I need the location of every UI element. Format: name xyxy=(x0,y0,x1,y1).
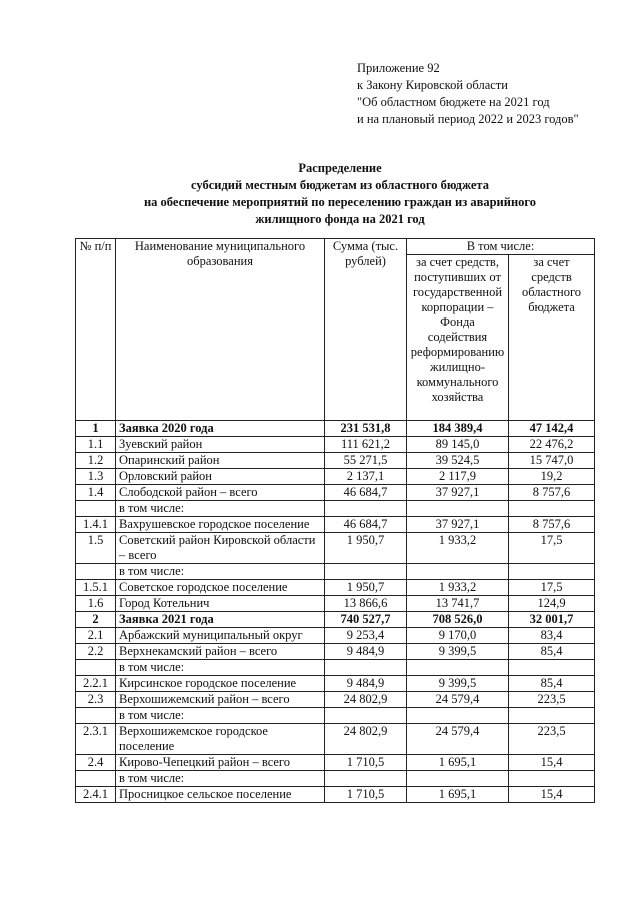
header-num: № п/п xyxy=(76,239,116,421)
table-row xyxy=(76,517,595,533)
title-line: жилищного фонда на 2021 год xyxy=(255,212,425,226)
table-row xyxy=(76,771,595,787)
cell-fund: 24 579,4 xyxy=(407,692,509,708)
cell-name: Просницкое сельское поселение xyxy=(116,787,325,803)
table-row xyxy=(76,596,595,612)
cell-num xyxy=(76,771,116,787)
cell-name: Слободской район – всего xyxy=(116,485,325,501)
cell-regional xyxy=(509,660,595,676)
cell-fund: 9 399,5 xyxy=(407,676,509,692)
cell-name: Зуевский район xyxy=(116,437,325,453)
appendix-line: к Закону Кировской области xyxy=(357,78,508,92)
cell-regional: 17,5 xyxy=(509,533,595,564)
cell-fund: 37 927,1 xyxy=(407,517,509,533)
cell-num xyxy=(76,708,116,724)
cell-fund: 37 927,1 xyxy=(407,485,509,501)
cell-num xyxy=(76,501,116,517)
cell-name: в том числе: xyxy=(116,708,325,724)
cell-name: в том числе: xyxy=(116,564,325,580)
cell-fund: 13 741,7 xyxy=(407,596,509,612)
cell-name: Верхнекамский район – всего xyxy=(116,644,325,660)
cell-sum: 231 531,8 xyxy=(325,421,407,437)
cell-fund: 708 526,0 xyxy=(407,612,509,628)
cell-fund: 2 117,9 xyxy=(407,469,509,485)
title-line: субсидий местным бюджетам из областного бюджета xyxy=(191,178,489,192)
cell-fund: 184 389,4 xyxy=(407,421,509,437)
cell-sum: 24 802,9 xyxy=(325,724,407,755)
table-row xyxy=(76,469,595,485)
header-name: Наименование муниципального образования xyxy=(116,239,325,421)
cell-name: в том числе: xyxy=(116,771,325,787)
title-line: на обеспечение мероприятий по переселению граждан из аварийного xyxy=(143,195,537,209)
cell-name: Верхошижемский район – всего xyxy=(116,692,325,708)
cell-sum: 24 802,9 xyxy=(325,692,407,708)
table-row xyxy=(76,708,595,724)
cell-name: Советский район Кировской области – всего xyxy=(116,533,325,564)
cell-num: 2.3 xyxy=(76,692,116,708)
cell-num: 2.2 xyxy=(76,644,116,660)
cell-sum: 55 271,5 xyxy=(325,453,407,469)
cell-fund xyxy=(407,708,509,724)
cell-name: Кирово-Чепецкий район – всего xyxy=(116,755,325,771)
cell-regional: 17,5 xyxy=(509,580,595,596)
cell-num: 1.5 xyxy=(76,533,116,564)
cell-name: Орловский район xyxy=(116,469,325,485)
cell-fund xyxy=(407,501,509,517)
table-row xyxy=(76,453,595,469)
cell-regional: 32 001,7 xyxy=(509,612,595,628)
cell-num: 1 xyxy=(76,421,116,437)
cell-num: 1.1 xyxy=(76,437,116,453)
cell-fund xyxy=(407,564,509,580)
table-row xyxy=(76,676,595,692)
cell-sum: 111 621,2 xyxy=(325,437,407,453)
table-row xyxy=(76,533,595,564)
cell-sum: 2 137,1 xyxy=(325,469,407,485)
cell-name: Арбажский муниципальный округ xyxy=(116,628,325,644)
cell-regional xyxy=(509,771,595,787)
table-row xyxy=(76,724,595,755)
table-row xyxy=(76,612,595,628)
cell-fund: 1 695,1 xyxy=(407,755,509,771)
cell-sum: 9 484,9 xyxy=(325,644,407,660)
cell-num: 1.3 xyxy=(76,469,116,485)
cell-regional: 85,4 xyxy=(509,676,595,692)
cell-sum: 46 684,7 xyxy=(325,485,407,501)
cell-sum: 1 950,7 xyxy=(325,580,407,596)
cell-fund: 9 170,0 xyxy=(407,628,509,644)
cell-num: 1.5.1 xyxy=(76,580,116,596)
header-fund: за счет средств, поступивших от государственной корпорации – Фонда содействия реформированию жилищно-коммунального хозяйства xyxy=(407,255,509,421)
cell-num: 1.2 xyxy=(76,453,116,469)
cell-sum: 9 253,4 xyxy=(325,628,407,644)
cell-regional xyxy=(509,708,595,724)
cell-name: в том числе: xyxy=(116,660,325,676)
cell-fund: 1 933,2 xyxy=(407,533,509,564)
cell-regional xyxy=(509,564,595,580)
cell-sum: 1 710,5 xyxy=(325,755,407,771)
cell-fund: 24 579,4 xyxy=(407,724,509,755)
cell-num xyxy=(76,564,116,580)
cell-regional: 15,4 xyxy=(509,787,595,803)
cell-num: 2 xyxy=(76,612,116,628)
cell-num: 2.3.1 xyxy=(76,724,116,755)
cell-num: 2.4 xyxy=(76,755,116,771)
cell-sum: 740 527,7 xyxy=(325,612,407,628)
cell-sum: 1 710,5 xyxy=(325,787,407,803)
cell-regional: 8 757,6 xyxy=(509,485,595,501)
cell-regional xyxy=(509,501,595,517)
cell-regional: 22 476,2 xyxy=(509,437,595,453)
cell-fund xyxy=(407,660,509,676)
cell-sum: 1 950,7 xyxy=(325,533,407,564)
table-row xyxy=(76,692,595,708)
cell-num xyxy=(76,660,116,676)
table-row xyxy=(76,501,595,517)
cell-fund: 39 524,5 xyxy=(407,453,509,469)
cell-fund: 9 399,5 xyxy=(407,644,509,660)
cell-name: Вахрушевское городское поселение xyxy=(116,517,325,533)
table-row xyxy=(76,564,595,580)
cell-regional: 85,4 xyxy=(509,644,595,660)
table-row xyxy=(76,644,595,660)
cell-regional: 223,5 xyxy=(509,724,595,755)
cell-sum xyxy=(325,501,407,517)
cell-num: 1.6 xyxy=(76,596,116,612)
cell-name: Советское городское поселение xyxy=(116,580,325,596)
cell-sum: 46 684,7 xyxy=(325,517,407,533)
cell-num: 1.4 xyxy=(76,485,116,501)
cell-name: Кирсинское городское поселение xyxy=(116,676,325,692)
cell-regional: 223,5 xyxy=(509,692,595,708)
cell-fund: 89 145,0 xyxy=(407,437,509,453)
table-row xyxy=(76,755,595,771)
cell-regional: 83,4 xyxy=(509,628,595,644)
appendix-line: Приложение 92 xyxy=(357,61,440,75)
appendix-line: и на плановый период 2022 и 2023 годов" xyxy=(357,112,579,126)
appendix-line: "Об областном бюджете на 2021 год xyxy=(357,95,550,109)
table-row xyxy=(76,787,595,803)
table-row xyxy=(76,660,595,676)
cell-sum xyxy=(325,771,407,787)
cell-num: 2.1 xyxy=(76,628,116,644)
cell-fund: 1 695,1 xyxy=(407,787,509,803)
table-row xyxy=(76,580,595,596)
cell-regional: 8 757,6 xyxy=(509,517,595,533)
title-line: Распределение xyxy=(298,161,382,175)
cell-num: 2.4.1 xyxy=(76,787,116,803)
cell-num: 2.2.1 xyxy=(76,676,116,692)
header-sum: Сумма (тыс. рублей) xyxy=(325,239,407,421)
cell-regional: 19,2 xyxy=(509,469,595,485)
cell-regional: 15,4 xyxy=(509,755,595,771)
subsidy-table xyxy=(75,238,595,803)
header-including: В том числе: xyxy=(407,239,595,255)
appendix-caption xyxy=(357,60,579,128)
cell-sum xyxy=(325,660,407,676)
table-row xyxy=(76,421,595,437)
cell-name: Заявка 2020 года xyxy=(116,421,325,437)
cell-sum xyxy=(325,708,407,724)
table-row xyxy=(76,437,595,453)
cell-name: Верхошижемское городское поселение xyxy=(116,724,325,755)
cell-regional: 124,9 xyxy=(509,596,595,612)
cell-regional: 15 747,0 xyxy=(509,453,595,469)
cell-fund: 1 933,2 xyxy=(407,580,509,596)
cell-sum: 9 484,9 xyxy=(325,676,407,692)
cell-fund xyxy=(407,771,509,787)
cell-sum: 13 866,6 xyxy=(325,596,407,612)
cell-name: в том числе: xyxy=(116,501,325,517)
cell-name: Заявка 2021 года xyxy=(116,612,325,628)
table-body xyxy=(76,421,595,803)
cell-regional: 47 142,4 xyxy=(509,421,595,437)
table-row xyxy=(76,485,595,501)
table-row xyxy=(76,628,595,644)
document-title xyxy=(60,160,620,228)
cell-sum xyxy=(325,564,407,580)
cell-num: 1.4.1 xyxy=(76,517,116,533)
cell-name: Опаринский район xyxy=(116,453,325,469)
header-regional: за счет средств областного бюджета xyxy=(509,255,595,421)
cell-name: Город Котельнич xyxy=(116,596,325,612)
